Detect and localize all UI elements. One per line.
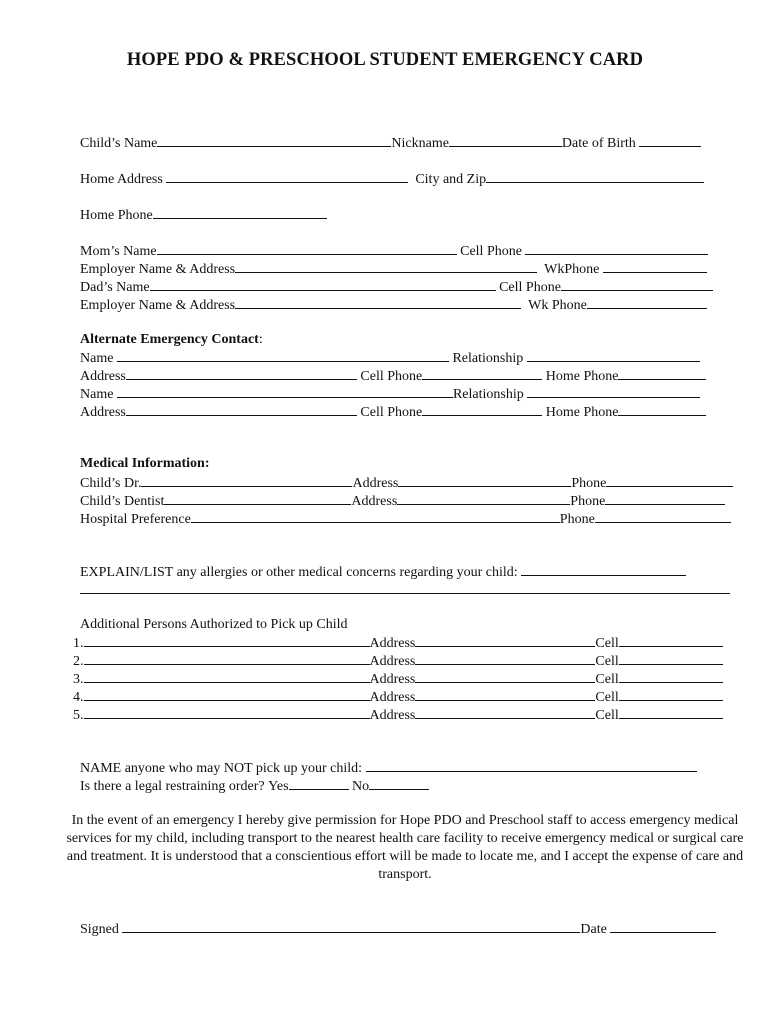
date-field[interactable] [610, 919, 716, 933]
pickup-cell-label: Cell [595, 672, 619, 687]
alt1-relationship-label: Relationship [452, 351, 524, 366]
dad-employer-label: Employer Name & Address [80, 298, 236, 313]
pickup-number: 4. [73, 690, 84, 705]
restraining-row [73, 758, 429, 796]
nickname-label: Nickname [391, 136, 449, 151]
pickup-cell-label: Cell [595, 690, 619, 705]
dentist-label: Child’s Dentist [80, 494, 165, 509]
alt1-address-label: Address [80, 369, 126, 384]
medical-heading-text: Medical Information: [80, 456, 210, 471]
pickup-cell-field[interactable] [619, 705, 723, 719]
doctor-phone-label: Phone [571, 476, 607, 491]
dad-wkphone-field[interactable] [587, 295, 707, 309]
dad-wkphone-label: Wk Phone [528, 298, 587, 313]
doctor-address-label: Address [352, 476, 399, 491]
hospital-label: Hospital Preference [80, 512, 191, 527]
pickup-row [73, 687, 723, 707]
mom-name-label: Mom’s Name [80, 244, 157, 259]
signature-field[interactable] [122, 919, 580, 933]
pickup-name-field[interactable] [84, 633, 370, 647]
pickup-heading [73, 598, 348, 634]
hospital-phone-label: Phone [559, 512, 595, 527]
pickup-number: 1. [73, 636, 84, 651]
alt2-address-label: Address [80, 405, 126, 420]
dad-name-label: Dad’s Name [80, 280, 150, 295]
date-label: Date [580, 922, 607, 937]
restraining-yes-field[interactable] [289, 776, 349, 790]
child-name-label: Child’s Name [80, 136, 158, 151]
pickup-name-field[interactable] [84, 651, 370, 665]
restraining-no-label: No [352, 779, 370, 794]
pickup-cell-label: Cell [595, 708, 619, 723]
pickup-cell-field[interactable] [619, 651, 723, 665]
home-phone-field[interactable] [153, 205, 327, 219]
pickup-cell-field[interactable] [619, 687, 723, 701]
alt2-relationship-label: Relationship [452, 387, 524, 402]
alt2-home-label: Home Phone [545, 405, 619, 420]
pickup-number: 5. [73, 708, 84, 723]
home-address-row [73, 151, 704, 189]
pickup-row [73, 669, 723, 689]
alt1-cell-label: Cell Phone [360, 369, 423, 384]
restraining-question: Is there a legal restraining order? [80, 779, 265, 794]
alt2-cell-label: Cell Phone [360, 405, 423, 420]
alt2-home-field[interactable] [618, 402, 706, 416]
hospital-phone-field[interactable] [595, 509, 731, 523]
signed-label: Signed [80, 922, 119, 937]
home-phone-row [73, 187, 327, 225]
child-info-row [73, 115, 701, 153]
pickup-address-field[interactable] [415, 669, 595, 683]
dentist-phone-label: Phone [570, 494, 606, 509]
doctor-label: Child’s Dr. [80, 476, 142, 491]
city-zip-field[interactable] [486, 169, 704, 183]
mom-cell-label: Cell Phone [460, 244, 522, 259]
pickup-cell-label: Cell [595, 654, 619, 669]
allergies-label: EXPLAIN/LIST any allergies or other medical concerns regarding your child: [80, 565, 518, 580]
pickup-heading-text: Additional Persons Authorized to Pick up Child [80, 617, 348, 632]
pickup-address-label: Address [369, 636, 416, 651]
pickup-name-field[interactable] [84, 705, 370, 719]
alt1-name-label: Name [80, 351, 114, 366]
pickup-address-label: Address [369, 708, 416, 723]
allergies-continuation [73, 562, 730, 600]
dob-label: Date of Birth [561, 136, 636, 151]
pickup-name-field[interactable] [84, 687, 370, 701]
dad-employer-field[interactable] [235, 295, 521, 309]
pickup-address-label: Address [369, 672, 416, 687]
child-name-field[interactable] [157, 133, 391, 147]
pickup-row [73, 633, 723, 653]
page-title: HOPE PDO & PRESCHOOL STUDENT EMERGENCY CARD [126, 50, 644, 70]
alt2-address-field[interactable] [126, 402, 357, 416]
restraining-no-field[interactable] [369, 776, 429, 790]
pickup-cell-field[interactable] [619, 633, 723, 647]
alternate-heading-text: Alternate Emergency Contact [80, 332, 259, 347]
pickup-cell-label: Cell [595, 636, 619, 651]
pickup-name-field[interactable] [84, 669, 370, 683]
dad-cell-label: Cell Phone [499, 280, 561, 295]
mom-employer-label: Employer Name & Address [80, 262, 236, 277]
city-zip-label: City and Zip [415, 172, 487, 187]
hospital-field[interactable] [191, 509, 560, 523]
alternate-heading-colon: : [258, 332, 263, 347]
pickup-address-field[interactable] [415, 687, 595, 701]
pickup-cell-field[interactable] [619, 669, 723, 683]
dentist-address-label: Address [351, 494, 398, 509]
nickname-field[interactable] [449, 133, 562, 147]
dob-field[interactable] [639, 133, 701, 147]
home-phone-label: Home Phone [80, 208, 153, 223]
pickup-number: 2. [73, 654, 84, 669]
alt2-name-label: Name [80, 387, 114, 402]
pickup-row [73, 705, 723, 725]
signature-row [73, 901, 716, 939]
pickup-address-field[interactable] [415, 633, 595, 647]
restraining-yes-label: Yes [268, 779, 289, 794]
pickup-address-label: Address [369, 654, 416, 669]
hospital-row [73, 491, 731, 529]
home-address-field[interactable] [166, 169, 408, 183]
alt2-cell-field[interactable] [422, 402, 542, 416]
pickup-row [73, 651, 723, 671]
pickup-address-field[interactable] [415, 651, 595, 665]
pickup-number: 3. [73, 672, 84, 687]
home-address-label: Home Address [80, 172, 163, 187]
alt1-home-label: Home Phone [545, 369, 619, 384]
consent-paragraph: In the event of an emergency I hereby give permission for Hope PDO and Preschool staff to access emergency medical services for my child, including transport to the nearest health care facility to receive emergency medical or surgical care and treatment. It is understood that a conscientious effort will be made to locate me, and I accept the expense of care and transport. [66, 813, 744, 882]
pickup-address-label: Address [369, 690, 416, 705]
dad-employer-row [73, 277, 707, 315]
mom-wkphone-label: WkPhone [544, 262, 600, 277]
alt2-address-row [73, 384, 706, 422]
pickup-address-field[interactable] [415, 705, 595, 719]
not-pickup-label: NAME anyone who may NOT pick up your child: [80, 761, 363, 776]
allergies-field-line2[interactable] [80, 580, 730, 594]
